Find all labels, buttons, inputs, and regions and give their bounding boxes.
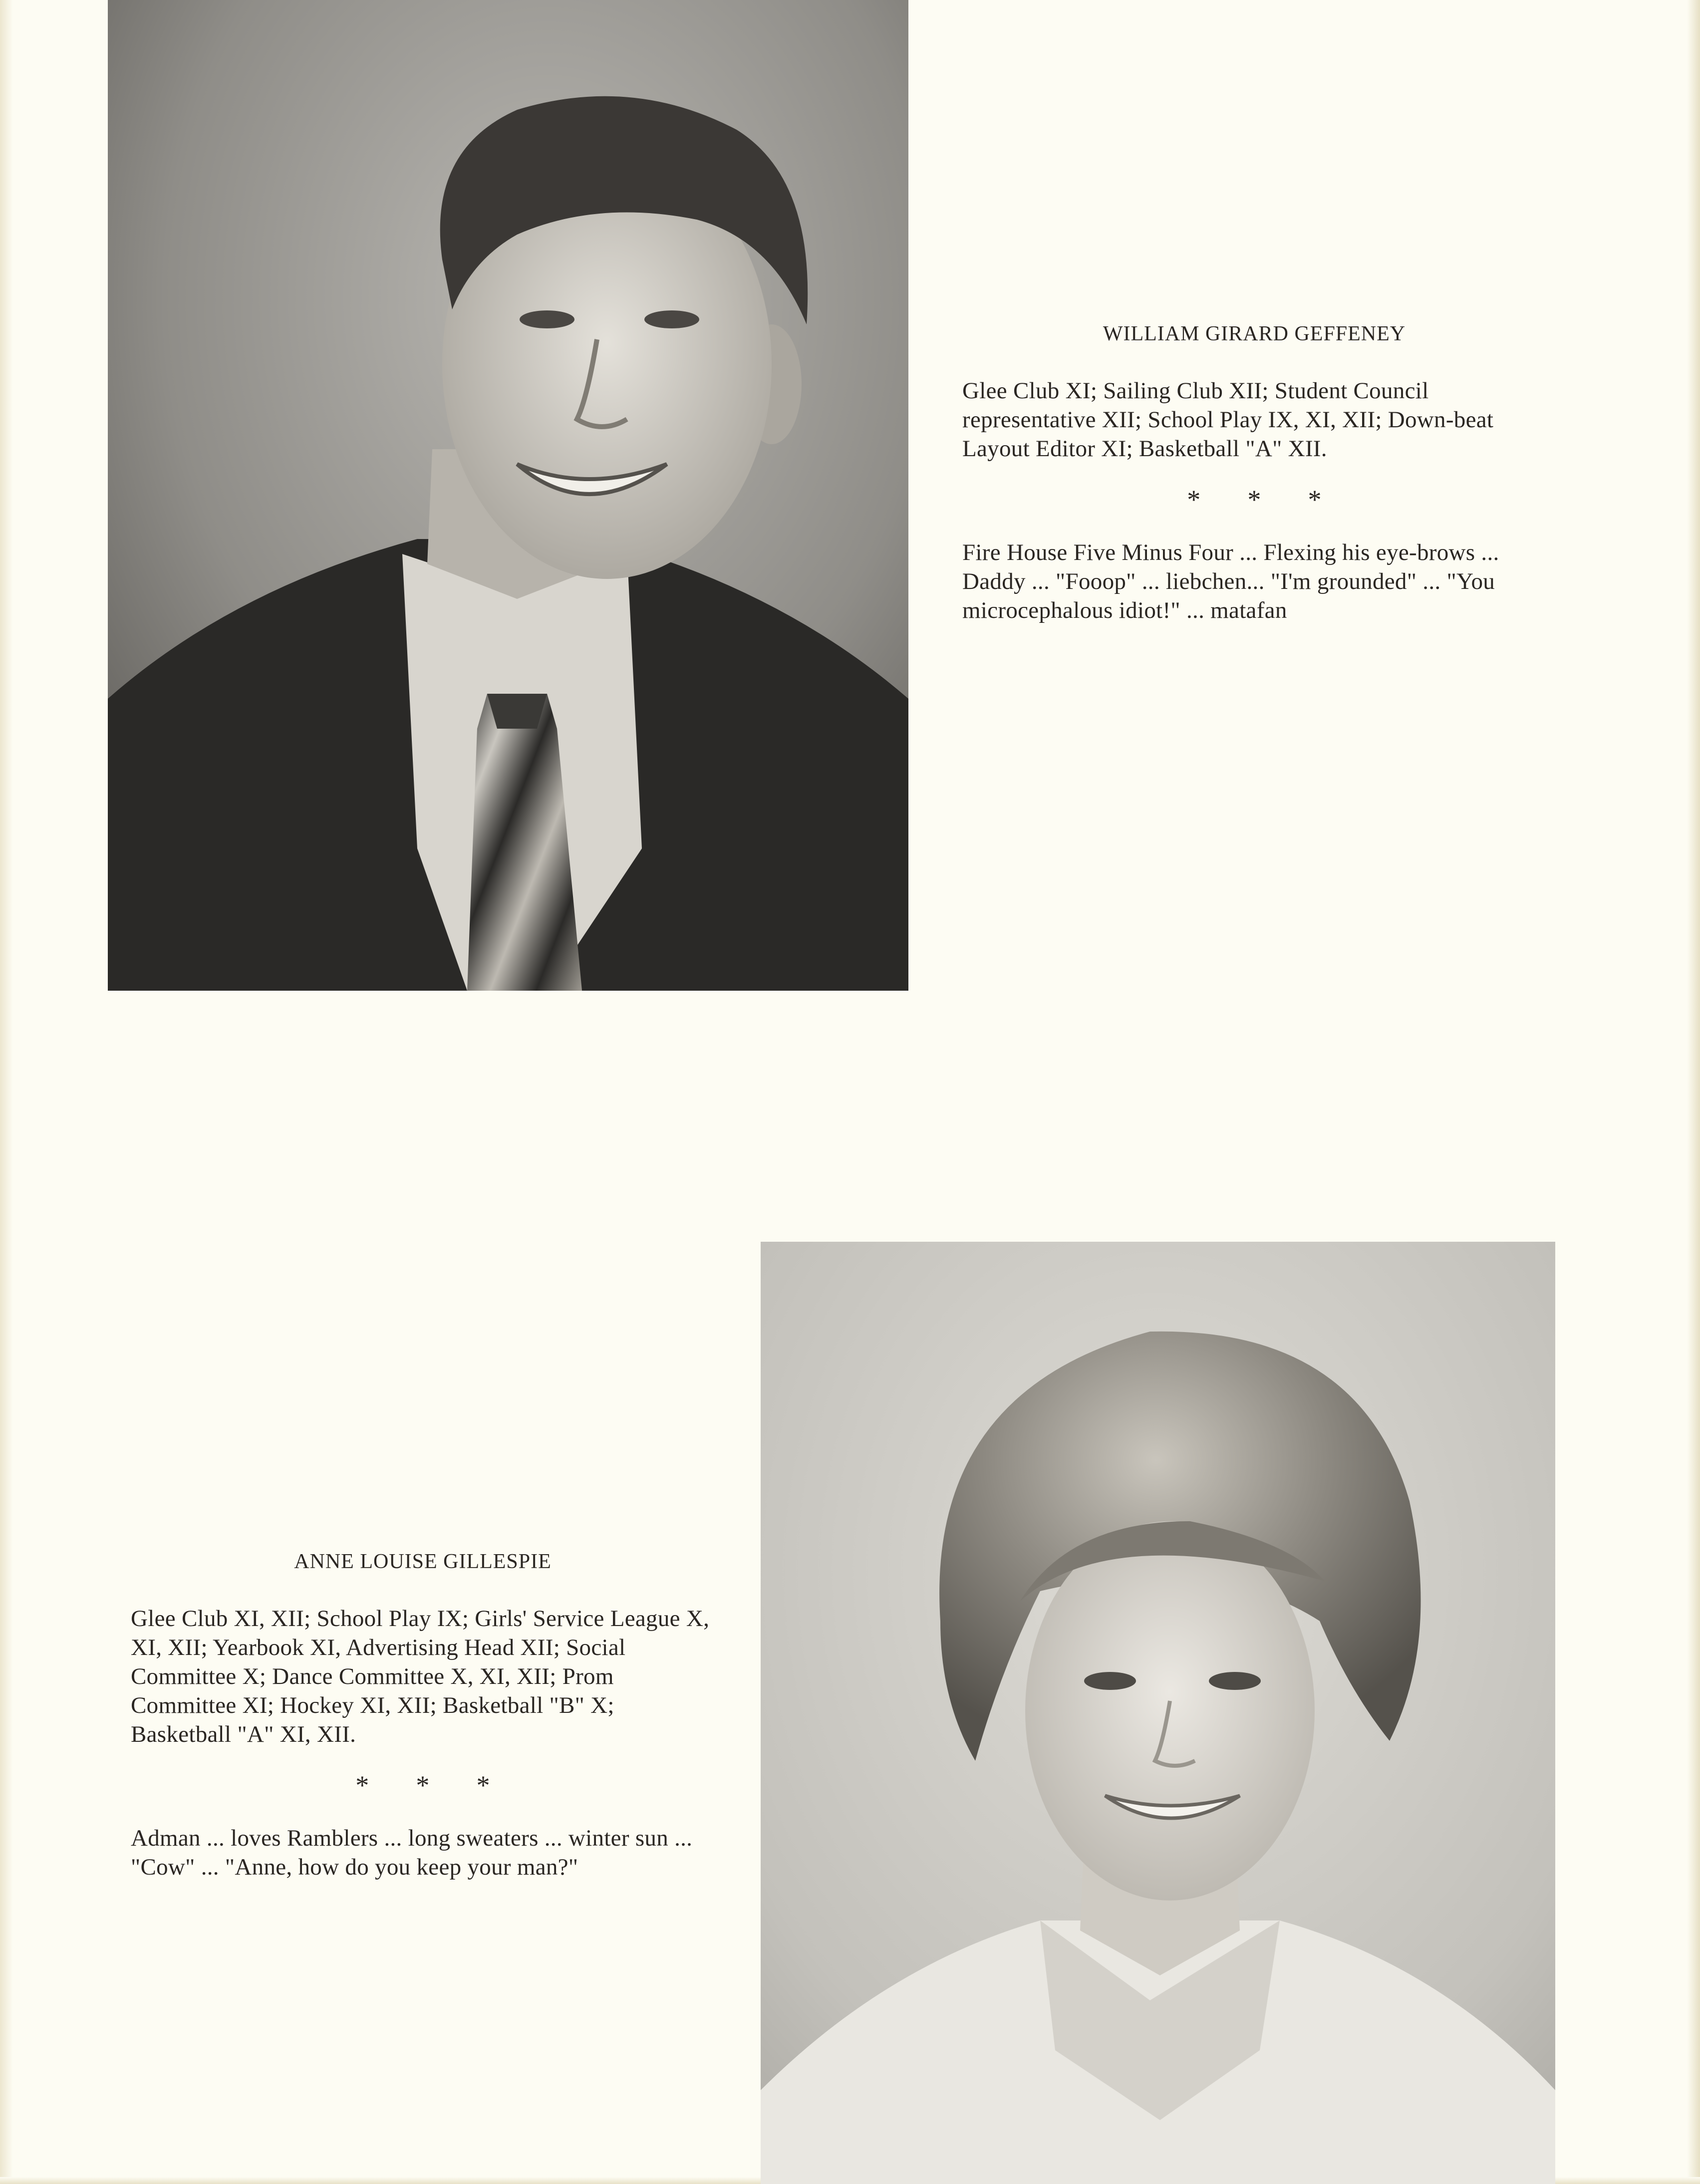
portrait-image: [761, 1242, 1555, 2184]
separator-asterisks: * * *: [1187, 485, 1322, 515]
page-edge-left: [0, 0, 13, 2184]
senior-quotes: Adman ... loves Ramblers ... long sweaters ... winter sun ... "Cow" ... "Anne, how do you keep your man?": [131, 1825, 693, 1880]
senior-name: WILLIAM GIRARD GEFFENEY: [1103, 322, 1406, 345]
senior-entry-gillespie: [131, 1547, 715, 1882]
senior-activities: Glee Club XI; Sailing Club XII; Student Council representative XII; School Play IX, XI, XII; Down-beat Layout Editor XI; Basketball "A" XII.: [962, 378, 1494, 462]
portrait-photo-gillespie: [761, 1242, 1555, 2184]
senior-quotes: Fire House Five Minus Four ... Flexing his eye-brows ... Daddy ... "Fooop" ... liebchen... "I'm grounded" ... "You microcephalous idiot!" ... matafan: [962, 540, 1499, 623]
page-edge-right: [1687, 0, 1700, 2184]
portrait-image: [108, 0, 908, 991]
senior-name: ANNE LOUISE GILLESPIE: [294, 1550, 552, 1573]
separator-asterisks: * * *: [355, 1770, 490, 1800]
portrait-photo-geffeney: [108, 0, 908, 991]
senior-entry-geffeney: [962, 319, 1546, 625]
senior-activities: Glee Club XI, XII; School Play IX; Girls' Service League X, XI, XII; Yearbook XI, Advertising Head XII; Social Committee X; Dance Committee X, XI, XII; Prom Committee XI; Hockey XI, XII; Basketball "B" X; Basketball "A" XI, XII.: [131, 1606, 710, 1747]
